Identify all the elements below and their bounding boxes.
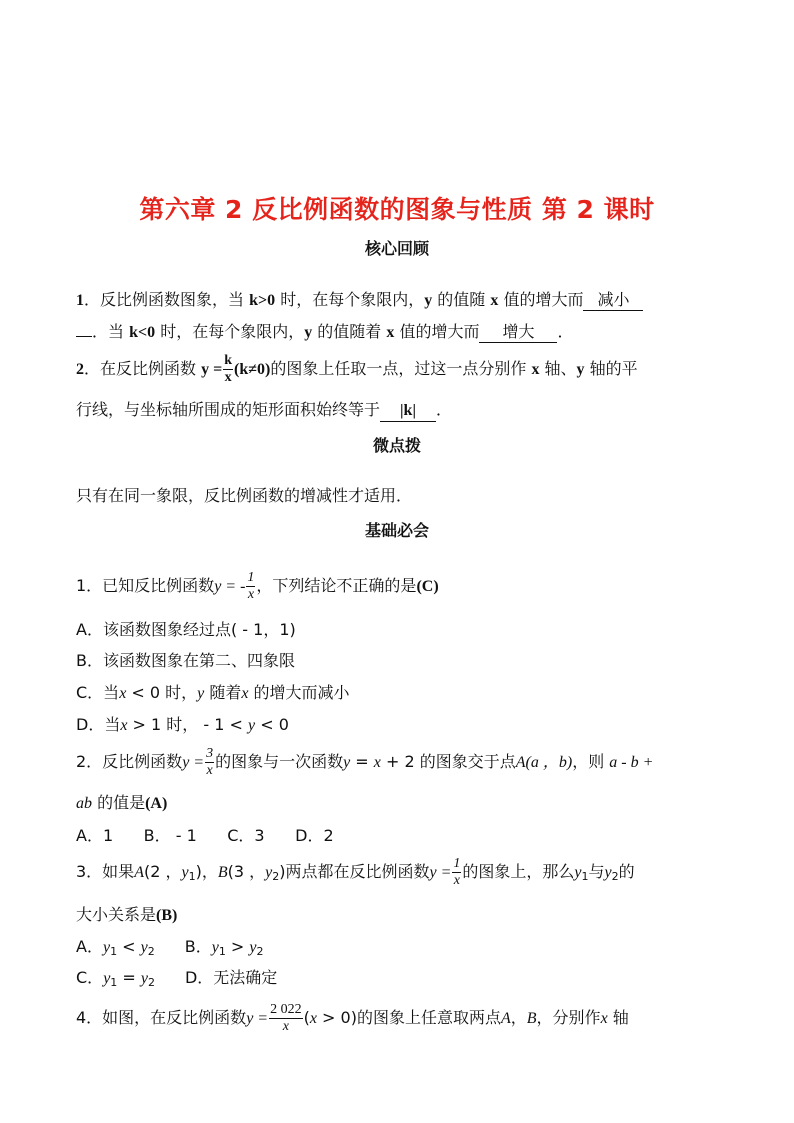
fraction-2022-over-x: $\frac{2 022}{x}$ xyxy=(270,1002,302,1034)
basic-q3-stem-line2: 大小关系是(B) xyxy=(76,905,178,924)
basic-q3-options-ab: A．$y_1 < y_2$ B．$y_1 > y_2$ xyxy=(76,937,264,958)
fraction-1-over-x: $\frac{1}{x}$ xyxy=(247,570,255,602)
tip-text: 只有在同一象限，反比例函数的增减性才适用． xyxy=(76,486,413,505)
fraction-k-over-x: $\frac{k}{x}$ xyxy=(224,353,233,385)
fraction-1-over-x: $\frac{1}{x}$ xyxy=(453,856,461,888)
basic-q1-option-d: D．当x > 1 时， - 1 < y < 0 xyxy=(76,715,289,734)
basic-q2-stem: 2．反比例函数y = $\frac{3}{x}$ 的图象与一次函数y = x + 2 的图象交于点A(a ，b)，则 a - b + xyxy=(76,746,654,778)
basic-q4-stem: 4．如图，在反比例函数y = $\frac{2 022}{x}$ (x > 0)的图象上任意取两点A，B，分别作x 轴 xyxy=(76,1002,629,1034)
basic-q2-stem-line2: ab 的值是(A) xyxy=(76,793,168,812)
basic-q1-option-b: B．该函数图象在第二、四象限 xyxy=(76,651,295,670)
basic-q3-options-cd: C．$y_1 = y_2$ D．无法确定 xyxy=(76,968,278,989)
section-heading-review: 核心回顾 xyxy=(364,239,429,258)
basic-q1-option-c: C．当x < 0 时，y 随着x 的增大而减小 xyxy=(76,683,350,702)
fraction-3-over-x: $\frac{3}{x}$ xyxy=(206,746,214,778)
answer-blank-cont xyxy=(76,336,92,337)
review-q1-line2: ．当 k<0 时，在每个象限内，y 的值随着 x 值的增大而 增大 ． xyxy=(76,321,574,344)
section-heading-basic: 基础必会 xyxy=(364,521,429,540)
basic-q1-stem: 1．已知反比例函数y = - $\frac{1}{x}$ ，下列结论不正确的是(C) xyxy=(76,570,439,602)
review-q1-line1: 1．反比例函数图象，当 k>0 时，在每个象限内，y 的值随 x 值的增大而 减小 xyxy=(76,289,643,312)
basic-q3-stem: 3．如果A(2 ，$y_1$)，B(3 ，$y_2$)两点都在反比例函数y = $\frac{1}{x}$ 的图象上，那么$y_1$与$y_2$的 xyxy=(76,856,635,888)
review-q2-line2: 行线，与坐标轴所围成的矩形面积始终等于 |k| ． xyxy=(76,399,452,422)
answer-blank: 减小 xyxy=(583,290,643,311)
page-title: 第六章 2 反比例函数的图象与性质 第 2 课时 xyxy=(139,195,655,224)
answer-blank: |k| xyxy=(380,401,436,422)
answer-blank: 增大 xyxy=(479,322,557,343)
basic-q1-option-a: A．该函数图象经过点( - 1，1) xyxy=(76,620,296,639)
section-heading-tip: 微点拨 xyxy=(372,436,421,455)
basic-q2-options: A．1 B． - 1 C．3 D．2 xyxy=(76,826,334,845)
review-q2-line1: 2．在反比例函数 y = $\frac{k}{x}$ (k≠0)的图象上任取一点，过这一点分别作 x 轴、y 轴的平 xyxy=(76,353,638,385)
